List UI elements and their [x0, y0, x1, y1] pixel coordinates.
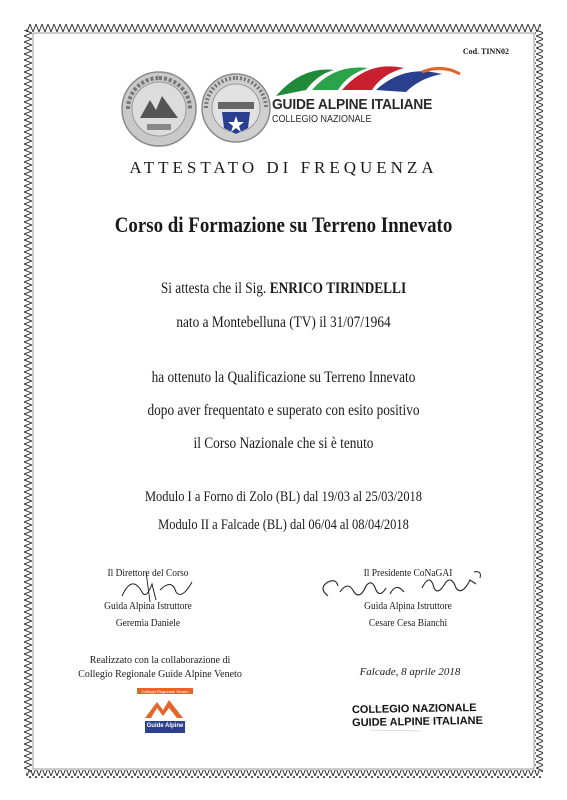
- place-date: Falcade, 8 aprile 2018: [359, 666, 461, 678]
- uiagm-emblem-icon: [120, 70, 198, 148]
- right-signature-role: Il Presidente CoNaGAI: [363, 568, 453, 579]
- left-signature-title: Guida Alpina Istruttore: [104, 601, 192, 612]
- veneto-guide-logo: [137, 688, 193, 738]
- body-line-1: ha ottenuto la Qualificazione su Terreno Innevato: [151, 369, 416, 386]
- veneto-logo-title: Collegio Regionale Veneto: [141, 689, 189, 694]
- course-title: Corso di Formazione su Terreno Innevato: [114, 212, 453, 237]
- veneto-logo-icon: [137, 688, 193, 738]
- attest-prefix: Si attesta che il Sig.: [160, 280, 267, 297]
- body-line-3: il Corso Nazionale che si è tenuto: [193, 435, 374, 452]
- stamp-line-2: GUIDE ALPINE ITALIANE: [352, 714, 483, 730]
- left-signature-name: Geremia Daniele: [115, 618, 181, 629]
- module-2: Modulo II a Falcade (BL) dal 06/04 al 08/04/2018: [158, 517, 409, 533]
- module-1: Modulo I a Forno di Zolo (BL) dal 19/03 al 25/03/2018: [144, 489, 423, 505]
- birth-line: nato a Montebelluna (TV) il 31/07/1964: [176, 314, 391, 331]
- body-line-2: dopo aver frequentato e superato con esito positivo: [147, 402, 420, 419]
- attest-line: [40, 280, 528, 298]
- veneto-logo-name: Guide Alpine: [146, 723, 184, 729]
- right-handwritten-signature: [314, 566, 494, 606]
- stamp-line-1: COLLEGIO NAZIONALE: [351, 701, 477, 717]
- collab-line-2: Collegio Regionale Guide Alpine Veneto: [78, 669, 242, 680]
- brand-name: GUIDE ALPINE ITALIANE: [272, 96, 433, 113]
- right-signature-title: Guida Alpina Istruttore: [364, 601, 452, 612]
- stamp-smudge: [360, 698, 460, 734]
- agai-emblem-icon: [200, 72, 272, 144]
- right-signature-name: Cesare Cesa Bianchi: [368, 618, 448, 629]
- attendee-name: ENRICO TIRINDELLI: [269, 280, 407, 297]
- document-code: Cod. TINN02: [462, 47, 509, 56]
- collab-line-1: Realizzato con la collaborazione di: [89, 655, 231, 666]
- guide-alpine-italiane-logo-icon: [272, 60, 462, 98]
- left-signature-role: Il Direttore del Corso: [107, 568, 189, 579]
- left-handwritten-signature: [112, 570, 212, 604]
- certificate-title: ATTESTATO DI FREQUENZA: [129, 158, 438, 177]
- brand-subtitle: COLLEGIO NAZIONALE: [272, 114, 372, 125]
